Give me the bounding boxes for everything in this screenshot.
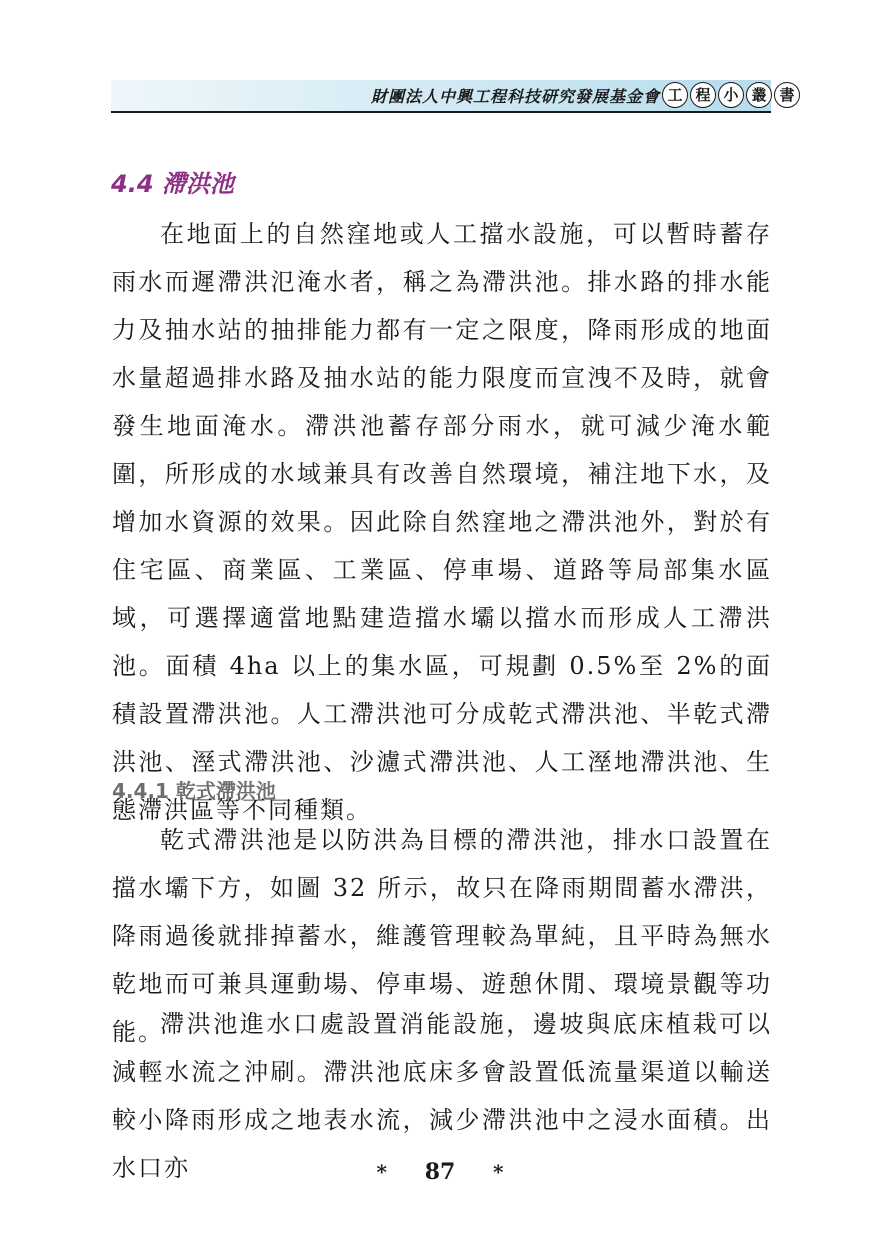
- section-paragraph: 在地面上的自然窪地或人工擋水設施，可以暫時蓄存雨水而遲滯洪氾淹水者，稱之為滯洪池。排水路的排水能力及抽水站的抽排能力都有一定之限度，降雨形成的地面水量超過排水路及抽水站的能力限度而宣洩不及時，就會發生地面淹水。滯洪池蓄存部分雨水，就可減少淹水範圍，所形成的水域兼具有改善自然環境，補注地下水，及增加水資源的效果。因此除自然窪地之滯洪池外，對於有住宅區、商業區、工業區、停車場、道路等局部集水區域，可選擇適當地點建造擋水壩以擋水而形成人工滯洪池。面積 4ha 以上的集水區，可規劃 0.5%至 2%的面積設置滯洪池。人工滯洪池可分成乾式滯洪池、半乾式滯洪池、溼式滯洪池、沙濾式滯洪池、人工溼地滯洪池、生態滯洪區等不同種類。: [112, 220, 772, 824]
- series-char: 小: [718, 82, 744, 108]
- subsection-paragraph-2: 滯洪池進水口處設置消能設施，邊坡與底床植栽可以減輕水流之沖刷。滯洪池底床多會設置低流量渠道以輸送較小降雨形成之地表水流，減少滯洪池中之浸水面積。出水口亦: [112, 1010, 772, 1182]
- subsection-title: 4.4.1 乾式滯洪池: [112, 779, 276, 803]
- series-char: 叢: [746, 82, 772, 108]
- subsection-paragraph-1: 乾式滯洪池是以防洪為目標的滯洪池，排水口設置在擋水壩下方，如圖 32 所示，故只在降雨期間蓄水滯洪，降雨過後就排掉蓄水，維護管理較為單純，且平時為無水乾地而可兼具運動場、停車場、遊憩休閒、環境景觀等功能。: [112, 826, 772, 1046]
- publisher-name: 財團法人中興工程科技研究發展基金會: [370, 87, 660, 106]
- header-rule: [111, 111, 771, 113]
- series-badge: [662, 80, 800, 110]
- series-char: 程: [690, 82, 716, 108]
- series-char: 工: [662, 82, 688, 108]
- page-number: 87: [424, 1159, 456, 1185]
- footer-star-right: *: [492, 1160, 504, 1184]
- series-char: 書: [774, 82, 800, 108]
- section-title: 4.4 滯洪池: [111, 170, 234, 198]
- footer-star-left: *: [376, 1160, 388, 1184]
- page-footer: [0, 1158, 880, 1185]
